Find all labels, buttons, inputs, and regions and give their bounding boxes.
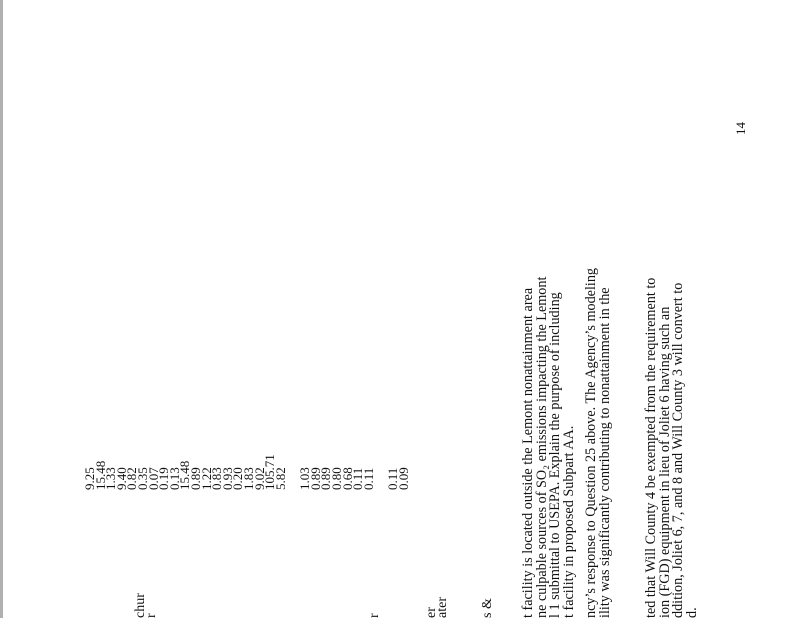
value: 0.93 (219, 467, 235, 490)
fragment-ater: ater (435, 597, 450, 618)
value: 9.02 (251, 467, 267, 490)
left-column-fragments (5, 488, 495, 618)
paragraph-lemont-question (522, 277, 577, 618)
value: 15.48 (177, 460, 193, 490)
value: 15.48 (92, 460, 108, 490)
value: 1.03 (297, 467, 313, 490)
value: 0.07 (145, 467, 161, 490)
value: 9.40 (113, 467, 129, 490)
fragment-s-and: s & (480, 598, 495, 618)
value: 0.11 (350, 467, 366, 490)
text-line: t facility is located outside the Lemont nonattainment area (520, 287, 536, 618)
value: 0.89 (307, 467, 323, 490)
value: 0.68 (339, 467, 355, 490)
value: 0.83 (209, 467, 225, 490)
fragment-chur: chur (133, 593, 148, 618)
value: 0.20 (230, 467, 246, 490)
text-line: ddition, Joliet 6, 7, and 8 and Will County 3 will convert to (670, 282, 687, 618)
paragraph-will-county (645, 278, 700, 618)
fragment-r: r (144, 613, 159, 618)
value: 0.89 (187, 467, 203, 490)
value: 0.13 (166, 467, 182, 490)
value: 0.80 (329, 467, 345, 490)
fragment-er: er (424, 607, 439, 618)
value: 0.89 (318, 467, 334, 490)
value: 1.33 (103, 467, 119, 490)
value: 0.35 (134, 467, 150, 490)
text-line: t facility in proposed Subpart AA. (561, 425, 578, 618)
value: 0.11 (360, 467, 376, 490)
value: 5.82 (272, 467, 288, 490)
value: 9.25 (82, 467, 97, 490)
text-line: ted that Will County 4 be exempted from the requirement to (643, 277, 659, 618)
page-number: 14 (733, 122, 748, 135)
text-line: ne culpable sources of SO₂ emissions impacting the Lemont (533, 276, 550, 618)
value: 1.22 (198, 467, 214, 490)
value: 0.11 (385, 467, 401, 490)
fragment-r2: r (367, 613, 382, 618)
text-line: ion (FGD) equipment in lieu of Joliet 6 having such an (656, 306, 673, 618)
text-line: ility was significantly contributing to nonattainment in the (596, 287, 613, 618)
value: 0.82 (124, 467, 140, 490)
emissions-values-column (82, 454, 412, 490)
text-line: d. (684, 607, 701, 618)
text-line: ncy’s response to Question 25 above. The Agency’s modeling (583, 267, 599, 618)
value: 1.83 (240, 467, 256, 490)
value: 0.09 (396, 467, 412, 490)
text-line: l 1 submittal to USEPA. Explain the purpose of including (547, 292, 564, 618)
value: 105.71 (262, 454, 278, 490)
value: 0.19 (156, 467, 172, 490)
paragraph-agency-response (585, 268, 612, 618)
